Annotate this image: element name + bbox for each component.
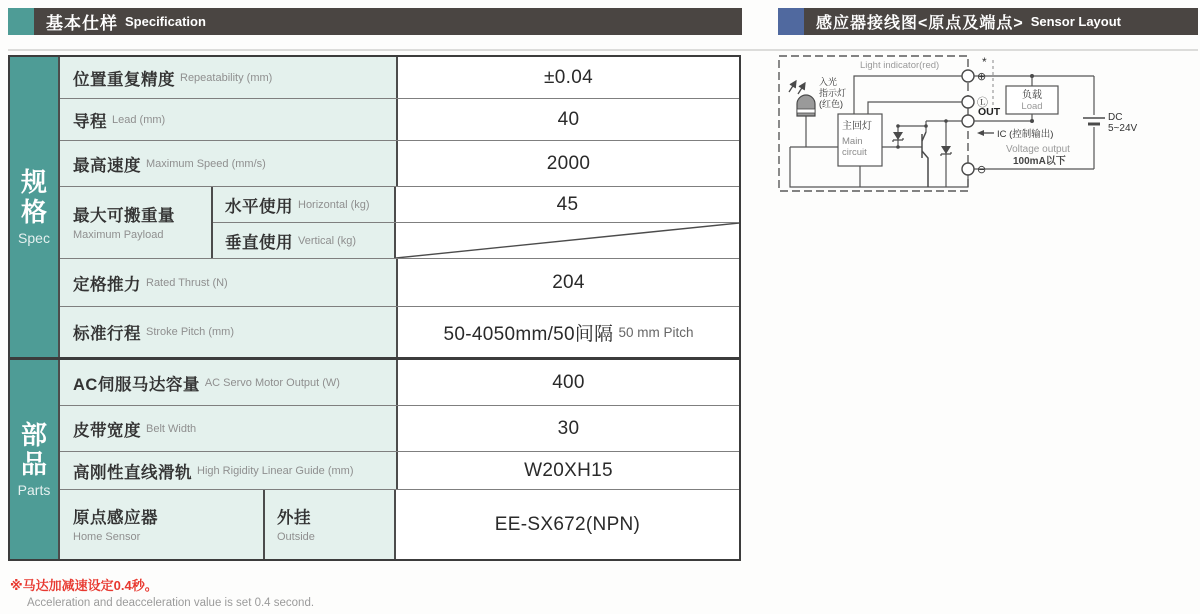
- l-terminal-glyph: Ⓛ: [977, 97, 988, 109]
- star-mark: *: [982, 55, 987, 69]
- row-value: 30: [557, 417, 580, 439]
- row-label-zh: 皮带宽度: [73, 421, 141, 440]
- row-label-en: Rated Thrust (N): [146, 276, 228, 289]
- row-label-en: Maximum Payload: [73, 229, 164, 241]
- row-label-zh: 最高速度: [73, 156, 141, 175]
- sub-value: 45: [556, 193, 579, 215]
- row-value: 50-4050mm/50间隔: [443, 323, 614, 345]
- row-value-suffix: 50 mm Pitch: [618, 324, 694, 340]
- specification-title-bar: [8, 8, 742, 35]
- sub-row-horizontal: [213, 187, 739, 223]
- row-label-en: High Rigidity Linear Guide (mm): [197, 464, 354, 477]
- row-label-en: Maximum Speed (mm/s): [146, 157, 266, 170]
- table-row-max-speed: [60, 141, 739, 187]
- teal-accent-square: [8, 8, 34, 35]
- table-row-repeatability: [60, 57, 739, 99]
- row-label-en: Repeatability (mm): [180, 71, 273, 84]
- voltage-output-label: Voltage output: [1006, 144, 1070, 155]
- specification-title-zh: 基本仕样: [46, 14, 118, 33]
- row-label-zh: 定格推力: [73, 275, 141, 294]
- sensor-layout-title-zh: 感应器接线图<原点及端点>: [816, 15, 1024, 32]
- row-value: EE-SX672(NPN): [494, 513, 641, 535]
- table-row-stroke-pitch: [60, 307, 739, 357]
- row-label-zh: 高刚性直线滑轨: [73, 463, 192, 482]
- sub-label-zh: 水平使用: [225, 197, 293, 216]
- row-label-en: Lead (mm): [112, 113, 166, 126]
- row-label-en: Stroke Pitch (mm): [146, 326, 235, 338]
- section-header-spec: 规 格 Spec: [10, 57, 60, 357]
- terminal-minus: [962, 163, 974, 175]
- row-label-zh: 导程: [73, 112, 107, 131]
- dc-range-label: 5~24V: [1108, 123, 1138, 134]
- row-value: ±0.04: [544, 66, 593, 88]
- sub-label-zh: 垂直使用: [225, 233, 293, 252]
- table-row-rated-thrust: [60, 259, 739, 307]
- light-indicator-label-zh: 指示灯: [819, 88, 847, 98]
- terminal-l: [962, 96, 974, 108]
- row-label-en: Home Sensor: [73, 531, 141, 543]
- row-label-zh: AC伺服马达容量: [73, 375, 200, 394]
- row-value: 400: [552, 371, 585, 393]
- led-indicator-icon: [789, 81, 815, 116]
- table-row-belt-width: [60, 406, 739, 452]
- row-label-zh: 最大可搬重量: [73, 207, 175, 225]
- sensor-wiring-diagram: [776, 52, 1200, 200]
- not-applicable-diagonal-line: [396, 223, 739, 258]
- main-circuit-label-en: Main: [842, 136, 863, 147]
- dc-label: DC: [1108, 112, 1123, 123]
- table-row-servo-output: [60, 360, 739, 406]
- row-label-en: Belt Width: [146, 422, 197, 435]
- main-circuit-label-zh: 主回灯: [842, 121, 872, 132]
- sensor-layout-title-en: Sensor Layout: [1030, 14, 1121, 29]
- blue-accent-square: [778, 8, 804, 35]
- sub-label-en: Vertical (kg): [298, 234, 357, 247]
- row-label-en: AC Servo Motor Output (W): [204, 376, 340, 389]
- spec-table: [8, 55, 741, 561]
- current-limit-label: 100mA以下: [1013, 156, 1066, 167]
- table-row-linear-guide: [60, 452, 739, 490]
- load-label-en: Load: [1021, 101, 1043, 112]
- footnote-zh: ※马达加减速设定0.4秒。: [10, 578, 158, 593]
- specification-title-en: Specification: [125, 14, 206, 29]
- table-row-max-payload: [60, 187, 739, 259]
- light-indicator-label-zh: (红色): [819, 99, 843, 109]
- sensor-layout-title-bar: [778, 8, 1198, 35]
- row-value: W20XH15: [524, 459, 613, 481]
- terminal-plus: [962, 70, 974, 82]
- parts-section: [10, 360, 739, 559]
- battery-icon: [1083, 118, 1105, 124]
- out-label: OUT: [978, 106, 1001, 118]
- plus-terminal-glyph: ⊕: [977, 71, 987, 83]
- row-value: 2000: [546, 152, 591, 174]
- sub-label-en: Outside: [277, 531, 315, 543]
- table-row-home-sensor: [60, 490, 739, 559]
- sub-label-zh: 外挂: [277, 509, 311, 527]
- footnote-en: Acceleration and deacceleration value is set 0.4 second.: [27, 597, 315, 609]
- main-circuit-label-en: circuit: [842, 147, 867, 158]
- transistor-symbol: [922, 132, 928, 187]
- row-label-zh: 标准行程: [73, 325, 141, 343]
- terminal-out: [962, 115, 974, 127]
- section-header-parts: 部 品 Parts: [10, 360, 60, 559]
- sub-row-vertical: [213, 223, 739, 258]
- minus-terminal-glyph: ⊖: [977, 164, 987, 176]
- footnote: [10, 575, 314, 609]
- table-row-lead: [60, 99, 739, 141]
- row-value: 204: [552, 271, 585, 293]
- row-label-zh: 原点感应器: [73, 509, 158, 527]
- light-indicator-label-zh: 入光: [819, 77, 838, 87]
- ic-label: IC (控制输出): [997, 129, 1054, 140]
- ic-arrowhead: [977, 130, 984, 136]
- row-value: 40: [557, 108, 580, 130]
- light-indicator-label-en: Light indicator(red): [860, 60, 940, 71]
- spec-section: [10, 57, 739, 357]
- sub-label-en: Horizontal (kg): [298, 198, 370, 211]
- load-label-zh: 负载: [1022, 90, 1042, 101]
- row-label-zh: 位置重复精度: [73, 70, 175, 89]
- page-divider-rule: [8, 49, 1198, 51]
